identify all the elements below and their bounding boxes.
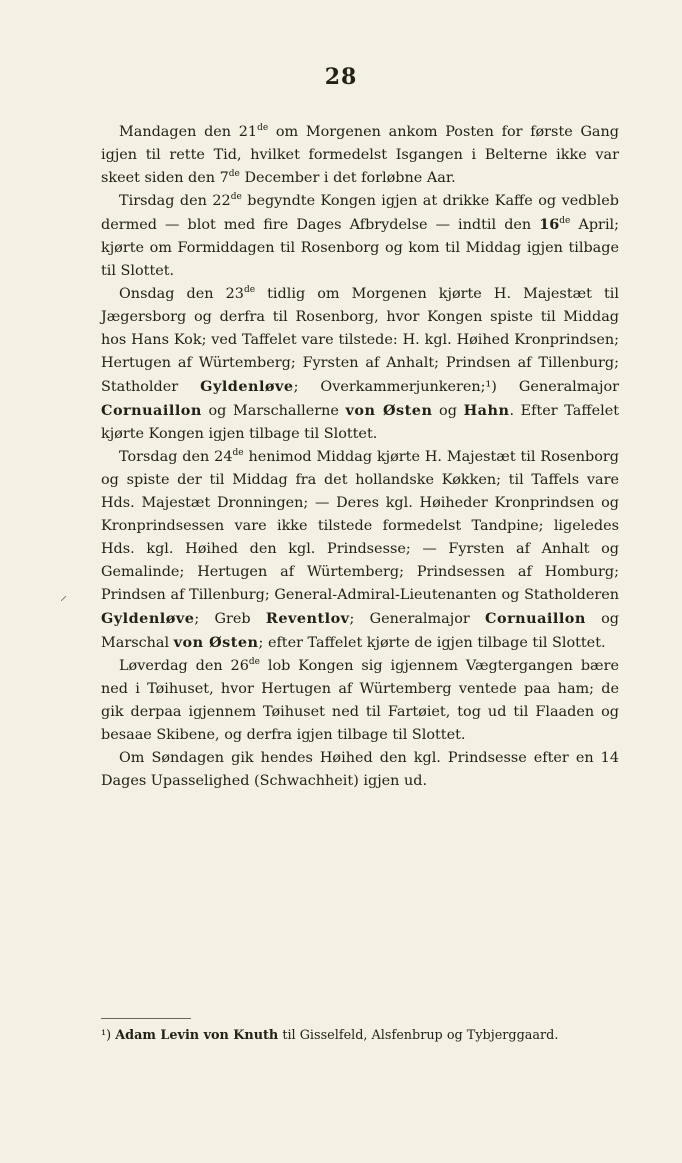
p5-text-b: lob Kongen sig igjennem Vægtergangen bære ned i Tøihuset, hvor Hertugen af Würtemberg ventede paa ham; de gik derpaa igjennem Tøihuset ned til Fartøiet, tog ud til Flaaden og besaae Skibene, og derfra igjen tilbage til Slottet.	[101, 658, 619, 743]
p1-sup-b: de	[228, 169, 240, 180]
p4-text-a: Torsdag den 24	[119, 449, 233, 465]
footnote-text: til Gisselfeld, Alsfenbrup og Tybjerggaard.	[278, 1028, 559, 1043]
p3-text-b: tidlig om Morgenen kjørte H. Majestæt til Jægersborg og derfra til Rosenborg, hvor Kongen spiste til Middag hos Hans Kok; ved Taffelet vare tilstede: H. kgl. Høihed Kronprindsen; Hertugen af Würtemberg; Fyrsten af Anhalt; Prindsen af Tillenburg; Statholder	[101, 286, 619, 395]
paragraph-4	[101, 446, 619, 655]
p4-text-c: ; Greb	[194, 611, 266, 627]
p3-text-d: Generalmajor	[496, 379, 619, 395]
p2-text-a: Tirsdag den 22	[119, 193, 231, 209]
footnote-reference: ¹)	[485, 379, 497, 395]
p1-text-b: om Morgenen ankom Posten for første Gang igjen til rette Tid, hvilket formedelst Isgangen i Belterne ikke var skeet siden den 7	[101, 124, 619, 186]
p3-name-gyldenlove: Gyldenløve	[200, 378, 294, 395]
p5-text-a: Løverdag den 26	[119, 658, 249, 674]
paragraph-2	[101, 190, 619, 283]
p4-text-f: ; efter Taffelet kjørte de igjen tilbage til Slottet.	[258, 635, 606, 651]
p4-name-von-osten: von Østen	[173, 634, 259, 651]
p3-name-hahn: Hahn	[463, 402, 510, 419]
p2-bold-date: 16	[539, 216, 560, 233]
p3-text-c: ; Overkammerjunkeren;	[293, 379, 486, 395]
p4-name-gyldenlove: Gyldenløve	[101, 610, 195, 627]
paragraph-6	[101, 747, 619, 793]
paragraph-3	[101, 283, 619, 446]
p4-text-e: og Marschal	[101, 611, 620, 651]
p3-name-von-osten: von Østen	[345, 402, 433, 419]
margin-mark: ⸝	[60, 588, 67, 604]
p4-sup-a: de	[232, 448, 244, 459]
p2-sup-a: de	[230, 192, 242, 203]
p4-text-b: henimod Middag kjørte H. Majestæt til Rosenborg og spiste der til Middag fra det hollandske Køkken; til Taffels vare Hds. Majestæt Dronningen; — Deres kgl. Høiheder Kronprindsen og Kronprindsessen vare ikke tilstede formedelst Tandpine; ligeledes Hds. kgl. Høihed den kgl. Prindsesse; — Fyrsten af Anhalt og Gemalinde; Hertugen af Würtemberg; Prindsessen af Homburg; Prindsen af Tillenburg; General-Admiral-Lieutenanten og Statholderen	[101, 449, 619, 603]
footnote-divider	[101, 1018, 191, 1019]
p3-text-a: Onsdag den 23	[119, 286, 244, 302]
p1-text-a: Mandagen den 21	[119, 124, 258, 140]
p1-sup-a: de	[257, 123, 269, 134]
p4-name-reventlov: Reventlov	[265, 610, 350, 627]
p3-sup-a: de	[243, 285, 256, 296]
footnote	[101, 1026, 619, 1046]
paragraph-1	[101, 121, 619, 190]
paragraph-5	[101, 655, 619, 747]
p6-text-a: Om Søndagen gik hendes Høihed den kgl. Prindsesse efter en 14 Dages Upasselighed (Schwachheit) igjen ud.	[101, 750, 619, 789]
body-text	[101, 121, 619, 793]
p2-text-c: April; kjørte om Formiddagen til Rosenborg og kom til Middag igjen tilbage til Slottet.	[101, 217, 619, 279]
p2-sup-b: de	[559, 216, 571, 227]
p1-text-c: December i det forløbne Aar.	[239, 170, 456, 186]
p2-text-b: begyndte Kongen igjen at drikke Kaffe og vedbleb dermed — blot med fire Dages Afbrydelse — indtil den	[101, 193, 619, 233]
p3-text-e: og Marschallerne	[201, 403, 346, 419]
p5-sup-a: de	[248, 657, 260, 668]
p4-name-cornuaillon: Cornuaillon	[485, 610, 586, 627]
p3-name-cornuaillon: Cornuaillon	[101, 402, 202, 419]
p3-text-g: . Efter Taffelet kjørte Kongen igjen tilbage til Slottet.	[101, 403, 619, 442]
p4-text-d: ; Generalmajor	[349, 611, 486, 627]
p3-text-f: og	[432, 403, 464, 419]
footnote-marker: ¹)	[101, 1028, 112, 1043]
page-number: 28	[324, 64, 358, 90]
footnote-name: Adam Levin von Knuth	[115, 1028, 279, 1043]
